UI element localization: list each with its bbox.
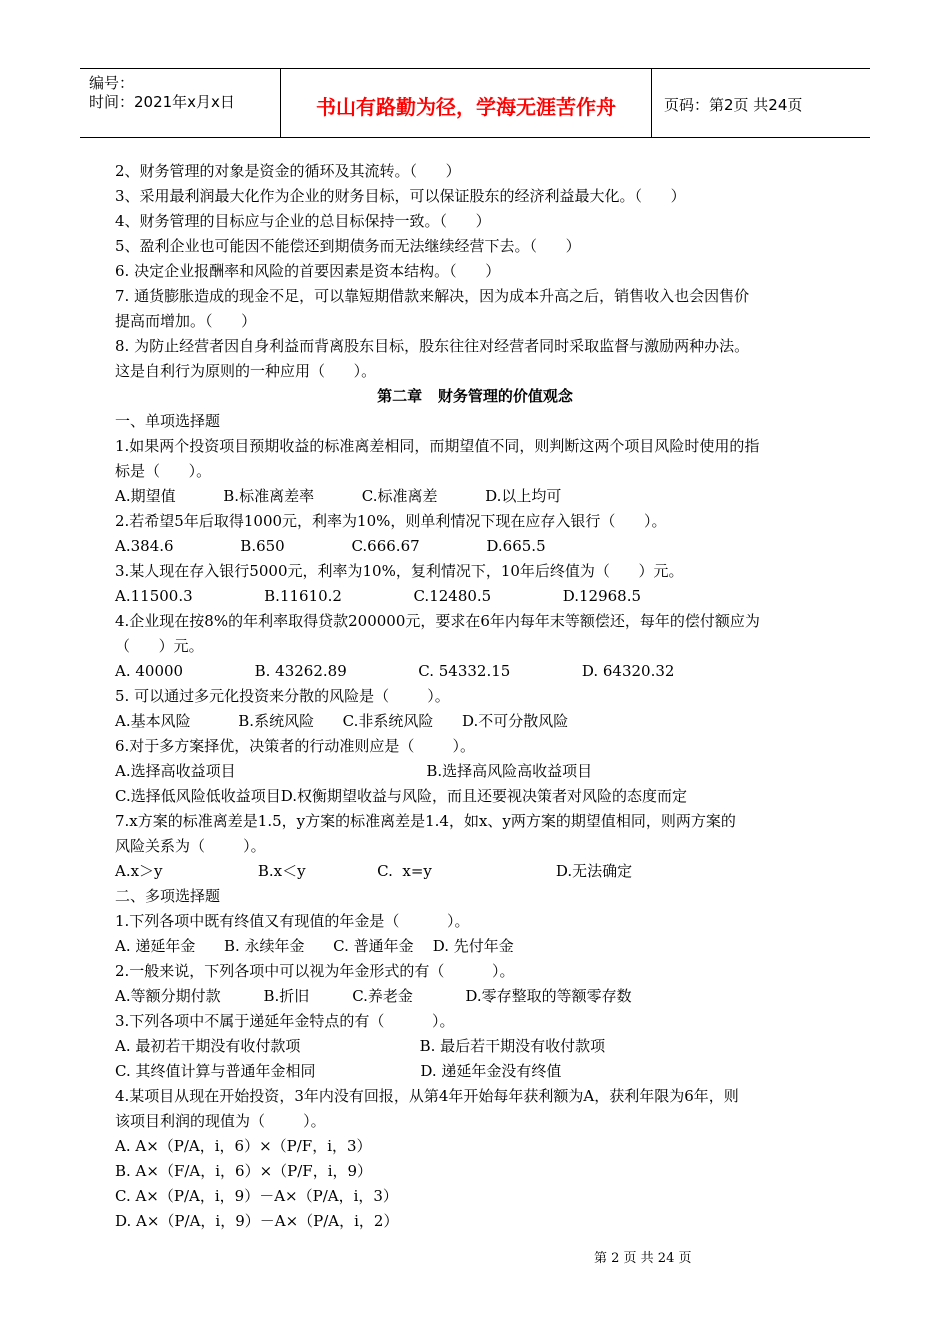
options-line: A.11500.3 B.11610.2 C.12480.5 D.12968.5 <box>115 587 642 605</box>
formula-option: A. A×（P/A，i，6）×（P/F，i，3） <box>115 1137 372 1155</box>
text-line: 3.下列各项中不属于递延年金特点的有（ ）。 <box>115 1012 455 1030</box>
options-line: A. 40000 B. 43262.89 C. 54332.15 D. 64320.32 <box>115 662 675 680</box>
options-line: A. 最初若干期没有收付款项 B. 最后若干期没有收付款项 <box>115 1037 606 1055</box>
text-line: 1.如果两个投资项目预期收益的标准离差相同，而期望值不同，则判断这两个项目风险时使用的指 <box>115 437 760 455</box>
text-line: 2.若希望5年后取得1000元，利率为10%，则单利情况下现在应存入银行（ ）。 <box>115 512 667 530</box>
date-label: 时间：2021年x月x日 <box>89 93 235 111</box>
text-line: （ ）元。 <box>115 637 204 655</box>
footer-page-number: 第 2 页 共 24 页 <box>594 1251 692 1266</box>
text-line: 提高而增加。（ ） <box>115 312 257 330</box>
options-line: A.x＞y B.x＜y C. x=y D.无法确定 <box>115 862 633 880</box>
text-line: 7. 通货膨胀造成的现金不足，可以靠短期借款来解决，因为成本升高之后，销售收入也会因售价 <box>115 287 750 305</box>
text-line: 5. 可以通过多元化投资来分散的风险是（ ）。 <box>115 687 450 705</box>
header-left-cell <box>80 69 281 137</box>
text-line: 1.下列各项中既有终值又有现值的年金是（ ）。 <box>115 912 470 930</box>
header-right-cell <box>652 69 870 137</box>
options-line: C.选择低风险低收益项目D.权衡期望收益与风险，而且还要视决策者对风险的态度而定 <box>115 787 687 805</box>
formula-option: B. A×（F/A，i，6）×（P/F，i，9） <box>115 1162 373 1180</box>
formula-option: D. A×（P/A，i，9）－A×（P/A，i，2） <box>115 1212 399 1230</box>
options-line: A.基本风险 B.系统风险 C.非系统风险 D.不可分散风险 <box>115 712 569 730</box>
text-line: 4.企业现在按8%的年利率取得贷款200000元，要求在6年内每年末等额偿还，每年的偿付额应为 <box>115 612 760 630</box>
text-line: 该项目利润的现值为（ ）。 <box>115 1112 326 1130</box>
text-line: 标是（ ）。 <box>115 462 212 480</box>
text-line: 4.某项目从现在开始投资，3年内没有回报，从第4年开始每年获利额为A，获利年限为6年，则 <box>115 1087 739 1105</box>
options-line: A.384.6 B.650 C.666.67 D.665.5 <box>115 537 546 555</box>
text-line: 3.某人现在存入银行5000元，利率为10%，复利情况下，10年后终值为（ ）元。 <box>115 562 684 580</box>
text-line: 6.对于多方案择优，决策者的行动准则应是（ ）。 <box>115 737 475 755</box>
options-line: A. 递延年金 B. 永续年金 C. 普通年金 D. 先付年金 <box>115 937 514 955</box>
number-label: 编号： <box>89 74 135 92</box>
text-line: 风险关系为（ ）。 <box>115 837 266 855</box>
text-line: 8. 为防止经营者因自身利益而背离股东目标，股东往往对经营者同时采取监督与激励两种办法。 <box>115 337 750 355</box>
header-middle-cell <box>281 69 652 137</box>
formula-option: C. A×（P/A，i，9）－A×（P/A，i，3） <box>115 1187 398 1205</box>
text-line: 这是自利行为原则的一种应用（ ）。 <box>115 362 377 380</box>
page-label: 页码：第2页 共24页 <box>664 96 803 114</box>
text-line: 5、盈利企业也可能因不能偿还到期债务而无法继续经营下去。（ ） <box>115 237 581 255</box>
text-line: 2、财务管理的对象是资金的循环及其流转。（ ） <box>115 162 461 180</box>
text-line: 4、财务管理的目标应与企业的总目标保持一致。（ ） <box>115 212 491 230</box>
chapter-title: 第二章 财务管理的价值观念 <box>377 387 573 405</box>
options-line: A.等额分期付款 B.折旧 C.养老金 D.零存整取的等额零存数 <box>115 987 632 1005</box>
motto: 书山有路勤为径，学海无涯苦作舟 <box>316 95 616 119</box>
text-line: 3、采用最利润最大化作为企业的财务目标，可以保证股东的经济利益最大化。（ ） <box>115 187 686 205</box>
options-line: A.期望值 B.标准离差率 C.标准离差 D.以上均可 <box>115 487 562 505</box>
text-line: 2.一般来说，下列各项中可以视为年金形式的有（ ）。 <box>115 962 515 980</box>
options-line: A.选择高收益项目 B.选择高风险高收益项目 <box>115 762 593 780</box>
section-heading: 一、单项选择题 <box>115 412 221 430</box>
section-heading: 二、多项选择题 <box>115 887 221 905</box>
page-header <box>80 68 870 138</box>
text-line: 6. 决定企业报酬率和风险的首要因素是资本结构。（ ） <box>115 262 501 280</box>
options-line: C. 其终值计算与普通年金相同 D. 递延年金没有终值 <box>115 1062 562 1080</box>
text-line: 7.x方案的标准离差是1.5，y方案的标准离差是1.4，如x、y两方案的期望值相同，则两方案的 <box>115 812 736 830</box>
